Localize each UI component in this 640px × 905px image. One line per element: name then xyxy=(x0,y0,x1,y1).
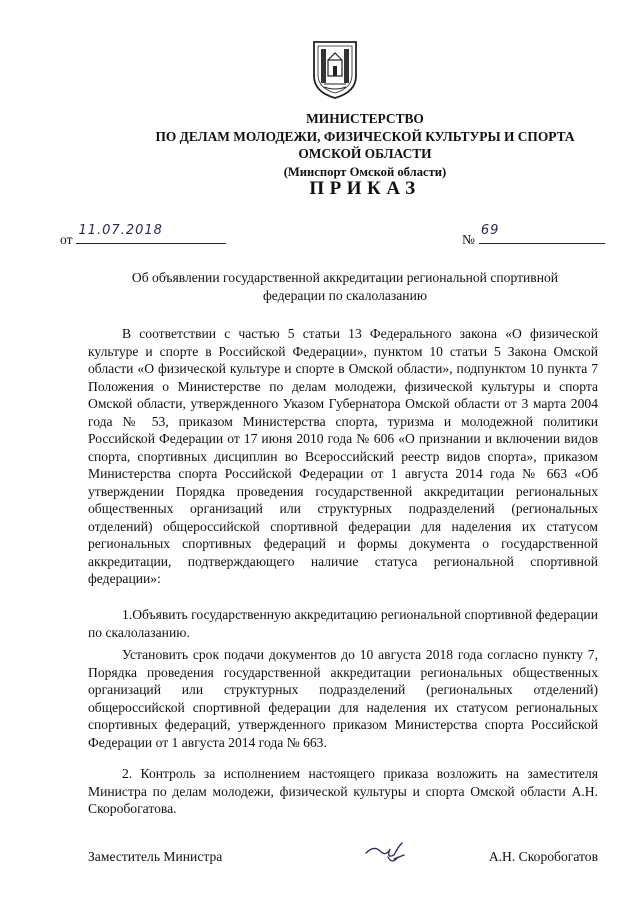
paragraph-text: 2. Контроль за исполнением настоящего приказа возложить на заместителя Министра по делам молодежи, физической культуры и спорта Омской области А.Н. Скоробогатова. xyxy=(88,766,598,816)
signer-position: Заместитель Министра xyxy=(88,849,223,864)
coat-of-arms-icon xyxy=(312,40,358,100)
ministry-name-line3: ОМСКОЙ ОБЛАСТИ xyxy=(298,146,432,161)
subject-line1: Об объявлении государственной аккредитации региональной спортивной xyxy=(131,270,559,285)
date-field xyxy=(76,223,226,244)
clause-2-paragraph xyxy=(88,765,598,818)
document-subject xyxy=(70,269,620,304)
document-type-title: ПРИКАЗ xyxy=(309,178,421,199)
number-field xyxy=(479,223,605,244)
preamble-paragraph xyxy=(88,325,598,588)
date-row xyxy=(60,223,226,248)
subject-line2: федерации по скалолазанию xyxy=(262,287,428,303)
number-row xyxy=(462,223,605,248)
signer-name: А.Н. Скоробогатов xyxy=(488,849,598,864)
ministry-header xyxy=(60,110,640,181)
deadline-paragraph xyxy=(88,646,598,751)
ministry-name-line2: ПО ДЕЛАМ МОЛОДЕЖИ, ФИЗИЧЕСКОЙ КУЛЬТУРЫ И СПОРТА xyxy=(155,128,575,144)
number-label: № xyxy=(462,232,475,247)
from-label: от xyxy=(60,232,73,247)
paragraph-text: 1.Объявить государственную аккредитацию региональной спортивной федерации по скалолазанию. xyxy=(88,607,598,640)
ministry-short-name: (Минспорт Омской области) xyxy=(283,164,447,179)
ministry-name-line1: МИНИСТЕРСТВО xyxy=(306,111,424,126)
paragraph-text: В соответствии с частью 5 статьи 13 Федерального закона «О физической культуре и спорте в Российской Федерации», пунктом 10 статьи 5 Закона Омской области «О физической культуре и спорте в Омской области», подпунктом 10 пункта 7 Положения о Министерстве по делам молодежи, физической культуры и спорта Омской области, утвержденного Указом Губернатора Омской области от 3 марта 2004 года № 53, приказом Министерства спорта, туризма и молодежной политики Российской Федерации от 17 июня 2010 года № 606 «О признании и включении видов спорта, спортивных дисциплин во Всероссийский реестр видов спорта», приказом Министерства спорта Российской Федерации от 1 августа 2014 года № 663 «Об утверждении Порядка проведения государственной аккредитации региональных общественных организаций или структурных подразделений (региональных отделений) общероссийской спортивной федерации для наделения их статусом региональных спортивных федераций и формы документа о государственной аккредитации, подтверждающего наличие статуса региональной спортивной федерации»: xyxy=(88,326,598,586)
clause-1-paragraph xyxy=(88,606,598,641)
paragraph-text: Установить срок подачи документов до 10 августа 2018 года согласно пункту 7, Порядка проведения государственной аккредитации региональных общественных организаций или структурных подразделений (региональных отделений) общероссийской спортивной федерации для наделения их статусом региональных спортивных федераций, утвержденного приказом Министерства спорта Российской Федерации от 1 августа 2014 года № 663. xyxy=(88,647,598,750)
handwritten-number: 69 xyxy=(480,223,500,238)
handwritten-date: 11.07.2018 xyxy=(78,223,163,238)
signature-icon xyxy=(364,837,408,867)
